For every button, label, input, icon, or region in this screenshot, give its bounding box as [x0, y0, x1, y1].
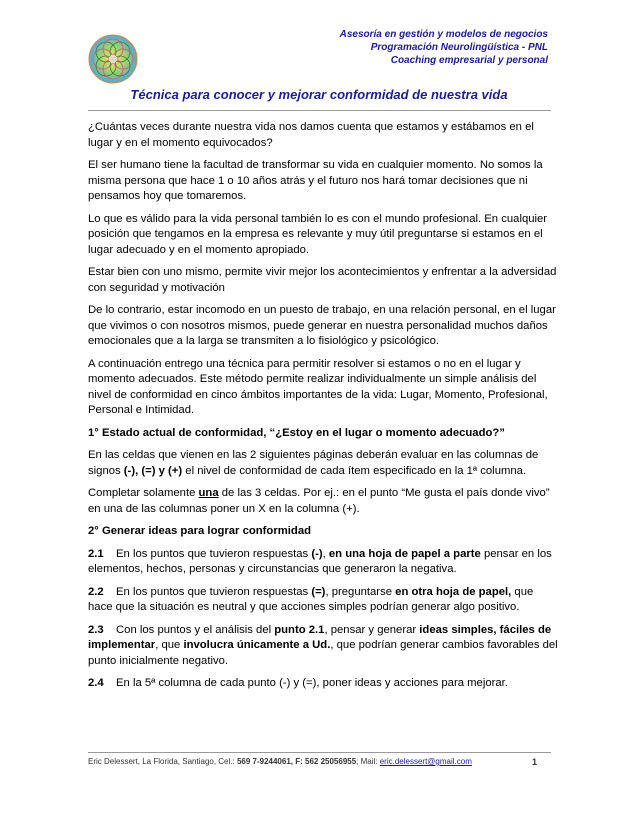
mandala-logo-icon — [88, 34, 138, 84]
section-1-instructions: En las celdas que vienen en las 2 siguientes páginas deberán evaluar en las columnas de signos (-), (=) y (+) el nivel de conformidad de cada ítem especificado en la 1ª columna. — [88, 449, 539, 477]
section-1-heading: 1° Estado actual de conformidad, “¿Estoy en el lugar o momento adecuado?” — [88, 426, 505, 439]
section-2-item-2: 2.2 En los puntos que tuvieron respuestas (=), preguntarse en otra hoja de papel, que hace que la situación es neutral y que acciones simples podrían generar algo positivo. — [88, 585, 534, 613]
paragraph-2: El ser humano tiene la facultad de transformar su vida en cualquier momento. No somos la misma persona que hace 1 o 10 años atrás y el futuro nos hará tomar decisiones que ni pensamos hoy que tomaremos. — [88, 159, 543, 202]
section-1-note: Completar solamente una de las 3 celdas. Por ej.: en el punto “Me gusta el país donde vivo” en una de las columnas poner un X en la columna (+). — [88, 487, 550, 515]
footer-phone: 569 7-9244061, F: 562 25056955 — [236, 757, 357, 766]
page-number: 1 — [531, 757, 537, 767]
paragraph-1: ¿Cuántas veces durante nuestra vida nos damos cuenta que estamos y estábamos en el lugar y en el momento equivocados? — [88, 121, 534, 149]
section-2-item-4: 2.4 En la 5ª columna de cada punto (-) y (=), poner ideas y acciones para mejorar. — [88, 677, 508, 689]
paragraph-4: Estar bien con uno mismo, permite vivir mejor los acontecimientos y enfrentar a la adversidad con seguridad y motivación — [88, 266, 557, 294]
company-header — [340, 28, 548, 67]
paragraph-3: Lo que es válido para la vida personal también lo es con el mundo profesional. En cualquier posición que tengamos en la empresa es relevante y muy útil preguntarse si estamos en el lugar adecuado y en el momento apropiado. — [88, 212, 548, 256]
page-footer: Eric Delessert, La Florida, Santiago, Cel.: 569 7-9244061, F: 562 25056955; Mail: eric.delessert@gmail.com 1 — [88, 757, 537, 767]
paragraph-5: De lo contrario, estar incomodo en un puesto de trabajo, en una relación personal, en el lugar que vivimos o con nosotros mismos, puede generar en nuestra personalidad muchos daños emocionales que a la larga se transmiten a lo fisiológico y psicológico. — [88, 304, 556, 347]
header-line-1: Asesoría en gestión y modelos de negocios — [339, 29, 548, 40]
header-line-2: Programación Neurolingüística - PNL — [370, 42, 548, 53]
footer-email-link[interactable]: eric.delessert@gmail.com — [379, 757, 472, 766]
section-2-item-3: 2.3 Con los puntos y el análisis del punto 2.1, pensar y generar ideas simples, fáciles de implementar, que involucra únicamente a Ud., que podrían generar cambios favorables del punto inicialmente negativo. — [88, 623, 558, 667]
document-title: Técnica para conocer y mejorar conformidad de nuestra vida — [130, 87, 508, 102]
header-divider — [88, 110, 551, 111]
footer-author: Eric Delessert, La Florida, Santiago, Cel.: — [88, 757, 237, 766]
document-body — [88, 120, 558, 699]
section-2-item-1: 2.1 En los puntos que tuvieron respuestas (-), en una hoja de papel a parte pensar en los elementos, hechos, personas y circunstancias que generaron la negativa. — [88, 547, 552, 575]
paragraph-6: A continuación entrego una técnica para permitir resolver si estamos o no en el lugar y momento adecuados. Este método permite realizar individualmente un simple análisis del nivel de conformidad en cinco ámbitos importantes de la vida: Lugar, Momento, Profesional, Personal e Intimidad. — [88, 357, 548, 416]
footer-divider — [88, 752, 551, 753]
header-line-3: Coaching empresarial y personal — [390, 55, 548, 66]
section-2-heading: 2° Generar ideas para lograr conformidad — [88, 525, 311, 537]
